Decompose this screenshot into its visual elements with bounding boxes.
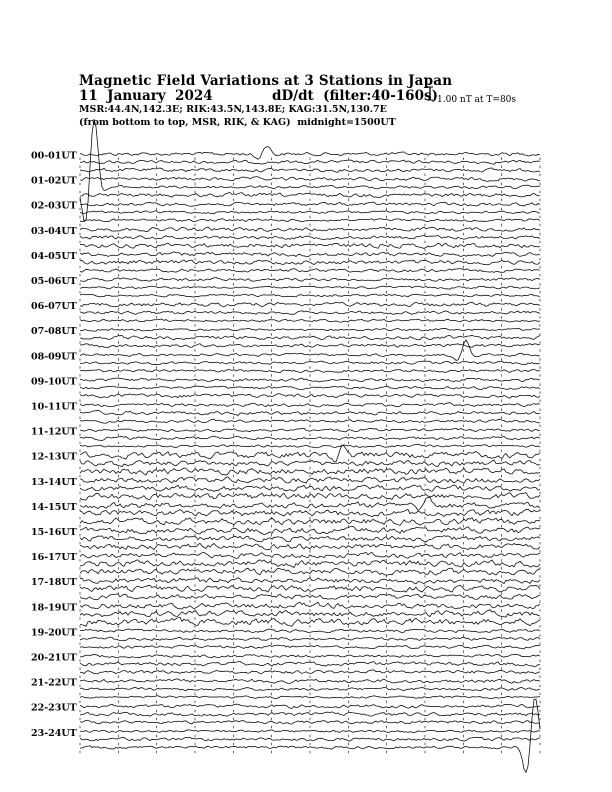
station-coordinates: MSR:44.4N,142.3E; RIK:43.5N,143.8E; KAG:31.5N,130.7E <box>79 104 387 115</box>
scale-bar-label: 1.00 nT at T=80s <box>437 95 517 105</box>
trace-msr <box>80 720 540 724</box>
trace-msr <box>80 696 540 699</box>
hour-label: 21-22UT <box>31 677 77 689</box>
trace-rik <box>80 485 540 491</box>
trace-rik <box>80 260 540 265</box>
trace-rik <box>80 311 540 315</box>
trace-kag <box>80 302 540 307</box>
hour-block <box>80 147 540 177</box>
trace-rik <box>80 687 540 690</box>
trace-kag <box>80 602 540 609</box>
trace-rik <box>80 235 540 239</box>
hour-block <box>80 328 540 351</box>
traces <box>80 119 540 772</box>
hour-label: 19-20UT <box>31 627 77 639</box>
trace-msr <box>80 294 540 297</box>
trace-msr <box>80 344 540 348</box>
hour-block <box>80 654 540 678</box>
trace-kag <box>80 679 540 684</box>
trace-msr <box>80 243 540 248</box>
trace-kag <box>80 328 540 331</box>
hour-block <box>80 278 540 302</box>
trace-kag <box>80 654 540 658</box>
hour-block <box>80 378 540 402</box>
hour-block <box>80 340 540 377</box>
trace-kag <box>80 278 540 282</box>
hour-label: 15-16UT <box>31 527 77 538</box>
trace-msr <box>80 645 540 649</box>
trace-rik <box>80 436 540 440</box>
trace-rik <box>80 712 540 716</box>
hour-label: 16-17UT <box>31 552 77 564</box>
hour-block <box>80 202 540 226</box>
trace-rik <box>80 160 540 164</box>
hour-label: 03-04UT <box>31 225 77 237</box>
filter-label: dD/dt (filter:40-160s) <box>272 88 438 104</box>
hour-block <box>80 629 540 653</box>
hour-block <box>80 227 540 251</box>
trace-kag <box>80 552 540 558</box>
hour-label: 04-05UT <box>31 250 77 262</box>
hour-label: 11-12UT <box>31 426 77 438</box>
trace-rik <box>80 661 540 666</box>
hour-label: 02-03UT <box>31 200 77 212</box>
station-order-note: (from bottom to top, MSR, RIK, & KAG) midnight=1500UT <box>79 117 396 128</box>
trace-rik <box>80 637 540 640</box>
trace-rik <box>80 211 540 214</box>
hour-label: 08-09UT <box>31 351 77 363</box>
trace-msr <box>80 419 540 423</box>
trace-rik <box>80 536 540 542</box>
trace-rik <box>80 410 540 415</box>
trace-rik <box>80 286 540 289</box>
hour-label: 10-11UT <box>31 401 77 413</box>
hour-label: 09-10UT <box>31 376 77 388</box>
hour-block <box>80 477 540 503</box>
trace-kag <box>80 477 540 484</box>
hour-label: 05-06UT <box>31 276 77 287</box>
trace-rik <box>80 361 540 365</box>
hour-label: 07-08UT <box>31 326 77 338</box>
trace-rik <box>80 386 540 390</box>
trace-msr <box>80 219 540 222</box>
hour-label: 01-02UT <box>31 175 77 187</box>
hour-block <box>80 578 540 603</box>
hour-block <box>80 602 540 628</box>
trace-msr <box>80 670 540 674</box>
hour-label: 18-19UT <box>31 602 77 614</box>
trace-kag <box>80 730 540 733</box>
hour-block <box>80 302 540 326</box>
trace-rik <box>80 335 540 339</box>
trace-kag <box>80 704 540 708</box>
hour-block <box>80 252 540 277</box>
trace-kag <box>80 526 540 534</box>
trace-kag <box>80 252 540 257</box>
trace-msr <box>80 370 540 373</box>
trace-msr <box>80 394 540 398</box>
trace-kag <box>80 177 540 182</box>
trace-msr <box>80 193 540 198</box>
hour-block <box>80 403 540 427</box>
hour-block <box>80 428 540 452</box>
hour-label: 17-18UT <box>31 577 77 589</box>
trace-kag <box>80 629 540 633</box>
trace-rik <box>80 737 540 741</box>
hour-block <box>80 704 540 728</box>
scale-bar <box>427 87 433 100</box>
trace-msr <box>80 594 540 600</box>
trace-kag <box>80 227 540 232</box>
hour-label: 14-15UT <box>31 501 77 513</box>
trace-kag <box>80 147 540 160</box>
hour-block <box>80 679 540 703</box>
chart-date: 11 January 2024 <box>79 88 213 104</box>
hour-label: 20-21UT <box>31 652 77 664</box>
hour-label: 00-01UT <box>31 150 77 162</box>
hour-block <box>80 526 540 552</box>
hour-label: 13-14UT <box>31 476 77 488</box>
trace-rik <box>80 119 540 221</box>
trace-msr <box>80 168 540 172</box>
trace-msr <box>80 269 540 273</box>
trace-kag <box>80 202 540 206</box>
hour-block <box>80 552 540 577</box>
hour-label: 23-24UT <box>31 727 77 739</box>
hour-labels <box>31 151 77 739</box>
trace-msr <box>80 444 540 448</box>
hour-block <box>80 119 540 221</box>
trace-kag <box>80 378 540 382</box>
hour-label: 06-07UT <box>31 301 77 313</box>
hour-label: 12-13UT <box>31 451 77 463</box>
chart-title: Magnetic Field Variations at 3 Stations in Japan <box>79 73 453 89</box>
trace-kag <box>80 403 540 407</box>
trace-kag <box>80 428 540 432</box>
trace-kag <box>80 578 540 584</box>
trace-msr <box>80 319 540 322</box>
hour-label: 22-23UT <box>31 702 77 714</box>
